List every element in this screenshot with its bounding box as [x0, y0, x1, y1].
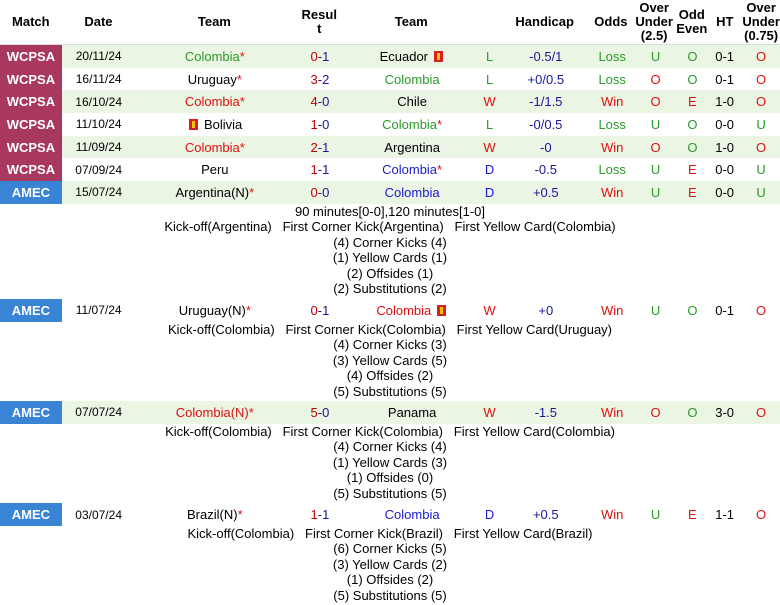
odd-even: E — [688, 507, 697, 523]
match-result[interactable]: 0-1 — [310, 302, 330, 318]
odd-even: O — [687, 139, 698, 155]
match-date: 07/09/24 — [75, 162, 122, 177]
odds-result: Win — [600, 184, 624, 200]
match-date: 11/07/24 — [75, 303, 122, 318]
away-team[interactable] — [346, 303, 479, 318]
red-card-icon — [437, 305, 446, 316]
away-score: 2 — [322, 71, 330, 87]
header-team-home: Team — [197, 14, 231, 29]
win-loss: L — [485, 48, 494, 64]
handicap: -0 — [540, 139, 552, 155]
over-under-2: O — [756, 302, 767, 318]
odds-result: Win — [600, 507, 624, 523]
home-team-name[interactable]: Brazil(N) — [187, 507, 238, 523]
match-date: 15/07/24 — [75, 185, 122, 200]
home-team[interactable] — [136, 72, 295, 87]
table-row[interactable] — [0, 299, 780, 322]
odd-even: E — [688, 162, 697, 178]
table-row[interactable] — [0, 401, 780, 424]
win-loss: L — [485, 71, 494, 87]
header-handicap: Handicap — [515, 14, 574, 29]
detail-line: (2) Substitutions (2) — [333, 281, 447, 297]
over-under-2: O — [756, 94, 767, 110]
away-star: * — [437, 162, 443, 178]
table-body — [0, 45, 780, 605]
home-team[interactable] — [136, 94, 295, 109]
table-row[interactable] — [0, 158, 780, 181]
handicap: -0/0.5 — [529, 116, 563, 132]
half-time: 0-1 — [715, 48, 735, 64]
table-row[interactable] — [0, 90, 780, 113]
odd-even: O — [687, 48, 698, 64]
over-under: O — [650, 71, 661, 87]
home-team[interactable] — [136, 405, 295, 420]
win-loss: L — [485, 116, 494, 132]
odds-result: Win — [600, 302, 624, 318]
away-team[interactable] — [346, 72, 479, 87]
odds-result: Win — [600, 404, 624, 420]
red-card-icon — [189, 119, 198, 130]
detail-line: Kick-off(Colombia) First Corner Kick(Colombia) First Yellow Card(Uruguay) — [167, 321, 613, 337]
away-team-name[interactable]: Colombia — [384, 507, 440, 523]
detail-line: Kick-off(Colombia) First Corner Kick(Brazil) First Yellow Card(Brazil) — [187, 525, 593, 541]
odds-result: Loss — [598, 116, 626, 132]
home-star: * — [239, 94, 245, 110]
home-score: 1 — [310, 507, 318, 523]
away-team-name[interactable]: Argentina — [384, 139, 440, 155]
home-team[interactable] — [136, 162, 295, 177]
over-under: U — [650, 48, 661, 64]
away-team[interactable] — [346, 405, 479, 420]
away-score: 1 — [322, 507, 330, 523]
match-result[interactable]: 4-0 — [310, 94, 330, 110]
competition-badge[interactable]: WCPSA — [0, 68, 62, 91]
header-date: Date — [84, 14, 113, 29]
match-date: 11/10/24 — [75, 117, 122, 132]
home-score: 1 — [310, 116, 318, 132]
home-team-name[interactable]: Colombia(N) — [175, 404, 249, 420]
odd-even: O — [687, 71, 698, 87]
home-star: * — [249, 184, 255, 200]
handicap: -0.5 — [534, 162, 557, 178]
away-team-name[interactable]: Colombia — [384, 71, 440, 87]
competition-badge[interactable]: AMEC — [0, 401, 62, 424]
table-row[interactable] — [0, 503, 780, 526]
handicap: +0.5 — [532, 507, 559, 523]
detail-line: (2) Offsides (1) — [346, 265, 434, 281]
odds-result: Win — [600, 139, 624, 155]
match-details — [0, 204, 780, 299]
competition-badge[interactable]: WCPSA — [0, 158, 62, 181]
home-team[interactable] — [136, 49, 295, 64]
over-under-2: U — [756, 116, 766, 132]
match-date: 11/09/24 — [75, 140, 122, 155]
handicap: -0.5/1 — [529, 48, 563, 64]
detail-line: (4) Corner Kicks (4) — [333, 234, 447, 250]
odd-even: O — [687, 116, 698, 132]
win-loss: D — [484, 507, 495, 523]
home-team-name[interactable]: Colombia — [184, 139, 240, 155]
win-loss: D — [484, 184, 495, 200]
home-team-name[interactable]: Colombia — [184, 48, 240, 64]
handicap: +0/0.5 — [527, 71, 565, 87]
away-score: 0 — [322, 404, 330, 420]
over-under: U — [650, 162, 661, 178]
home-score: 3 — [310, 71, 318, 87]
match-result[interactable]: 1-0 — [310, 116, 330, 132]
away-team[interactable] — [346, 140, 479, 155]
table-row[interactable] — [0, 136, 780, 159]
win-loss: W — [483, 404, 496, 420]
match-result[interactable]: 2-1 — [310, 139, 330, 155]
match-details — [0, 424, 780, 504]
over-under-2: U — [756, 184, 766, 200]
away-star: * — [437, 116, 443, 132]
win-loss: W — [483, 139, 496, 155]
home-team[interactable] — [136, 303, 295, 318]
half-time: 1-0 — [715, 139, 735, 155]
half-time: 3-0 — [715, 404, 735, 420]
away-team-name[interactable]: Ecuador — [379, 48, 429, 64]
odds-result: Loss — [598, 162, 626, 178]
competition-badge[interactable]: AMEC — [0, 503, 62, 526]
detail-line: Kick-off(Argentina) First Corner Kick(Argentina) First Yellow Card(Colombia) — [164, 219, 616, 235]
over-under-2: O — [756, 71, 767, 87]
half-time: 1-0 — [715, 94, 735, 110]
match-result[interactable]: 1-1 — [310, 507, 330, 523]
away-team-name[interactable]: Colombia — [376, 302, 432, 318]
away-team-name[interactable]: Colombia — [382, 162, 438, 178]
match-date: 16/11/24 — [75, 72, 122, 87]
match-result[interactable]: 0-1 — [310, 48, 330, 64]
header-odd-even: Odd Even — [676, 7, 708, 36]
over-under: O — [650, 94, 661, 110]
detail-line: (4) Corner Kicks (3) — [333, 337, 447, 352]
odds-result: Loss — [598, 71, 626, 87]
home-star: * — [237, 507, 243, 523]
table-row[interactable] — [0, 68, 780, 91]
competition-badge[interactable]: AMEC — [0, 299, 62, 322]
over-under: U — [650, 116, 661, 132]
odds-result: Loss — [598, 48, 626, 64]
handicap: -1.5 — [534, 404, 557, 420]
match-result[interactable]: 0-0 — [310, 184, 330, 200]
home-score: 0 — [310, 184, 318, 200]
home-score: 1 — [310, 162, 318, 178]
away-score: 1 — [322, 139, 330, 155]
odd-even: E — [688, 184, 697, 200]
header-over-under: Over Under (2.5) — [635, 0, 673, 43]
home-team-name[interactable]: Colombia — [184, 94, 240, 110]
odd-even: E — [688, 94, 697, 110]
detail-line: (3) Yellow Cards (2) — [332, 556, 448, 572]
competition-badge[interactable]: WCPSA — [0, 90, 62, 113]
match-details — [0, 526, 780, 605]
away-team[interactable] — [346, 117, 479, 132]
over-under-2: O — [756, 507, 767, 523]
handicap: -1/1.5 — [529, 94, 563, 110]
detail-line: Kick-off(Colombia) First Corner Kick(Colombia) First Yellow Card(Colombia) — [165, 423, 615, 439]
over-under: U — [650, 302, 661, 318]
away-team[interactable] — [346, 507, 479, 522]
odds-result: Win — [600, 94, 624, 110]
table-row[interactable] — [0, 45, 780, 68]
half-time: 0-0 — [715, 184, 735, 200]
home-team-name[interactable]: Bolivia — [203, 116, 243, 132]
match-date: 20/11/24 — [75, 49, 122, 64]
match-result[interactable]: 3-2 — [310, 71, 330, 87]
odd-even: O — [687, 302, 698, 318]
away-score: 1 — [322, 162, 330, 178]
handicap: +0 — [538, 302, 554, 318]
detail-line: (1) Offsides (2) — [346, 572, 434, 588]
away-team-name[interactable]: Chile — [397, 94, 427, 110]
detail-line: (1) Yellow Cards (3) — [332, 454, 448, 470]
home-team[interactable] — [136, 507, 295, 522]
away-team-name[interactable]: Colombia — [384, 184, 440, 200]
odd-even: O — [687, 404, 698, 420]
header-team-away: Team — [394, 14, 428, 29]
win-loss: W — [483, 94, 496, 110]
competition-badge[interactable]: WCPSA — [0, 136, 62, 159]
half-time: 0-0 — [715, 162, 735, 178]
detail-line: (3) Yellow Cards (5) — [332, 352, 448, 368]
detail-line: (4) Offsides (2) — [346, 368, 434, 383]
detail-line: (1) Offsides (0) — [346, 470, 434, 486]
home-score: 4 — [310, 94, 318, 110]
away-team-name[interactable]: Panama — [387, 404, 437, 420]
over-under-2: O — [756, 48, 767, 64]
handicap: +0.5 — [532, 184, 559, 200]
competition-badge[interactable]: WCPSA — [0, 45, 62, 68]
header-match: Match — [12, 14, 50, 29]
detail-line: (4) Corner Kicks (4) — [333, 439, 447, 455]
over-under: U — [650, 184, 661, 200]
detail-line: (5) Substitutions (5) — [333, 383, 447, 399]
detail-line: (6) Corner Kicks (5) — [333, 541, 447, 557]
over-under: U — [650, 507, 661, 523]
home-team[interactable] — [136, 140, 295, 155]
home-team-name[interactable]: Peru — [201, 162, 229, 178]
home-star: * — [239, 48, 245, 64]
over-under-2: O — [756, 139, 767, 155]
win-loss: W — [483, 302, 496, 318]
detail-line: (5) Substitutions (5) — [333, 485, 447, 501]
header-odds: Odds — [594, 14, 628, 29]
home-score: 0 — [310, 48, 318, 64]
over-under: O — [650, 139, 661, 155]
home-star: * — [245, 302, 251, 318]
half-time: 0-0 — [715, 116, 735, 132]
match-result[interactable]: 5-0 — [310, 404, 330, 420]
over-under: O — [650, 404, 661, 420]
home-star: * — [239, 139, 245, 155]
competition-badge[interactable]: AMEC — [0, 181, 62, 204]
half-time: 1-1 — [715, 507, 735, 523]
win-loss: D — [484, 162, 495, 178]
red-card-icon — [434, 51, 443, 62]
home-team-name[interactable]: Argentina(N) — [175, 184, 250, 200]
match-details — [0, 322, 780, 402]
away-team[interactable] — [346, 162, 479, 177]
table-header — [0, 0, 780, 45]
home-team[interactable] — [136, 117, 295, 132]
detail-line: (5) Substitutions (5) — [333, 587, 447, 603]
away-team[interactable] — [346, 185, 479, 200]
home-team[interactable] — [136, 185, 295, 200]
away-score: 0 — [322, 184, 330, 200]
half-time: 0-1 — [715, 71, 735, 87]
home-score: 2 — [310, 139, 318, 155]
over-under-2: U — [756, 162, 766, 178]
home-star: * — [236, 71, 242, 87]
table-row[interactable] — [0, 113, 780, 136]
detail-line: 90 minutes[0-0],120 minutes[1-0] — [294, 203, 486, 219]
away-score: 1 — [322, 48, 330, 64]
match-result[interactable]: 1-1 — [310, 162, 330, 178]
away-score: 0 — [322, 116, 330, 132]
competition-badge[interactable]: WCPSA — [0, 113, 62, 136]
away-score: 0 — [322, 94, 330, 110]
match-date: 03/07/24 — [75, 507, 122, 522]
detail-line: (1) Yellow Cards (1) — [332, 250, 448, 266]
match-date: 16/10/24 — [75, 94, 122, 109]
away-team[interactable] — [346, 94, 479, 109]
away-score: 1 — [322, 302, 330, 318]
away-team-name[interactable]: Colombia — [382, 116, 438, 132]
away-team[interactable] — [346, 49, 479, 64]
home-team-name[interactable]: Uruguay(N) — [178, 302, 246, 318]
table-row[interactable] — [0, 181, 780, 204]
home-star: * — [248, 404, 254, 420]
home-team-name[interactable]: Uruguay — [187, 71, 237, 87]
header-result: Resul t — [301, 7, 337, 36]
half-time: 0-1 — [715, 302, 735, 318]
header-ht: HT — [716, 14, 734, 29]
home-score: 0 — [310, 302, 318, 318]
home-score: 5 — [310, 404, 318, 420]
header-over-under-2: Over Under (0.75) — [742, 0, 780, 43]
over-under-2: O — [756, 404, 767, 420]
match-date: 07/07/24 — [75, 405, 122, 420]
